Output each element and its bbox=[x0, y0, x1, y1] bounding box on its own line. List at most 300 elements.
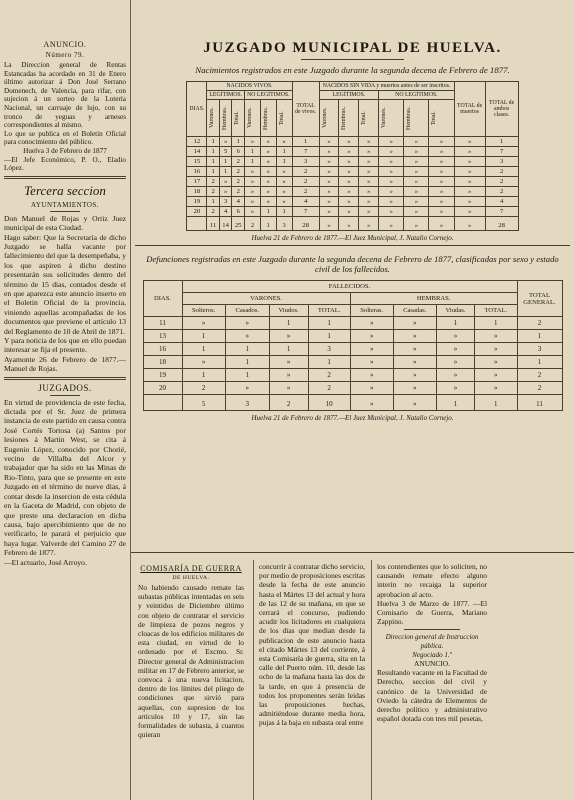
table-cell: 1 bbox=[436, 317, 474, 330]
table-cell: 1 bbox=[517, 356, 562, 369]
births-total-muertos-header: TOTAL de muertos bbox=[454, 82, 485, 137]
table-cell: 20 bbox=[187, 207, 207, 217]
total-cell: 1 bbox=[475, 395, 517, 411]
table-cell: » bbox=[429, 187, 454, 197]
table-cell: 6 bbox=[232, 207, 245, 217]
total-cell: 28 bbox=[292, 217, 319, 231]
deaths-viudos-header: Viudos. bbox=[269, 305, 308, 317]
total-cell: » bbox=[429, 217, 454, 231]
table-cell: » bbox=[260, 187, 276, 197]
table-cell: 11 bbox=[143, 317, 182, 330]
births-varones-header: Varones. bbox=[319, 100, 339, 137]
deaths-solteros-header: Solteros. bbox=[182, 305, 225, 317]
table-cell: » bbox=[350, 330, 393, 343]
table-cell: » bbox=[429, 157, 454, 167]
juzgados-sign: —El actuario, José Arroyo. bbox=[4, 557, 87, 567]
table-cell: » bbox=[359, 137, 379, 147]
table-cell: 2 bbox=[485, 187, 518, 197]
births-table-body bbox=[187, 137, 518, 231]
table-cell: » bbox=[319, 187, 339, 197]
table-cell: » bbox=[219, 177, 232, 187]
table-cell: » bbox=[276, 177, 292, 187]
births-hembras-header: Hembras. bbox=[404, 100, 429, 137]
table-cell: 14 bbox=[187, 147, 207, 157]
table-cell: 12 bbox=[187, 137, 207, 147]
deaths-total-header-2: TOTAL. bbox=[475, 305, 517, 317]
right-date: Huelva 3 de Marzo de 1877. —El Comisario de Guerra, Mariano Zappino. bbox=[377, 598, 487, 627]
table-cell: » bbox=[350, 317, 393, 330]
total-cell: 11 bbox=[207, 217, 219, 231]
table-cell: » bbox=[319, 167, 339, 177]
table-cell: » bbox=[339, 177, 359, 187]
table-cell: » bbox=[260, 167, 276, 177]
table-cell: » bbox=[429, 197, 454, 207]
table-cell: 1 bbox=[207, 137, 219, 147]
table-cell: 1 bbox=[225, 369, 269, 382]
table-cell: » bbox=[225, 330, 269, 343]
table-cell: 2 bbox=[232, 187, 245, 197]
divider bbox=[404, 629, 460, 630]
deaths-signature: Huelva 21 de Febrero de 1877.—El Juez Municipal, J. Natalio Cornejo. bbox=[251, 414, 454, 422]
table-cell: 4 bbox=[485, 197, 518, 207]
births-total-header: Total. bbox=[232, 100, 245, 137]
table-cell: » bbox=[454, 157, 485, 167]
table-cell: 2 bbox=[207, 207, 219, 217]
table-cell: » bbox=[219, 137, 232, 147]
column-separator bbox=[371, 560, 372, 800]
births-legitimos-header-2: LEGÍTIMOS. bbox=[319, 91, 379, 100]
table-cell: » bbox=[475, 382, 517, 395]
table-cell: » bbox=[379, 157, 404, 167]
total-cell bbox=[143, 395, 182, 411]
births-row bbox=[187, 177, 518, 187]
deaths-viudas-header: Viudas. bbox=[436, 305, 474, 317]
table-cell: 1 bbox=[292, 137, 319, 147]
births-varones-header: Varones. bbox=[245, 100, 261, 137]
total-cell: 14 bbox=[219, 217, 232, 231]
total-cell: 25 bbox=[232, 217, 245, 231]
table-cell: » bbox=[359, 147, 379, 157]
table-cell: » bbox=[245, 167, 261, 177]
table-cell: » bbox=[393, 382, 436, 395]
table-cell: 15 bbox=[187, 157, 207, 167]
deaths-row bbox=[143, 369, 562, 382]
table-cell: 1 bbox=[517, 330, 562, 343]
table-cell: 17 bbox=[187, 177, 207, 187]
births-no-legitimos-header: NO LEGÍTIMOS. bbox=[245, 91, 293, 100]
table-cell: » bbox=[225, 382, 269, 395]
table-cell: » bbox=[454, 147, 485, 157]
table-cell: 2 bbox=[207, 187, 219, 197]
table-cell: » bbox=[269, 356, 308, 369]
juzgados-text: En virtud de providencia de este fecha, dictada por el Sr. Juez de primera instancia de este partido en causa contra José Cortés Tortosa (a) Santos por lesiones á Martin West, se cita á Eugenio López, conocido por Chorié, vecino de Villalba del Alcor y trabajador que ha sido en las Minas de Rio-Tinto, para que se presente en este Juzgado en el término de nueve dias, á contar desde la insercion de esta cédula en la Gaceta de Madrid, con objeto de que preste una declaracion en dicha causa, bajo apercibimiento que de no verificarlo, le parará el perjuicio que haya lugar. Valverde del Camino 27 de Febrero de 1877. bbox=[4, 397, 126, 558]
table-cell: » bbox=[429, 177, 454, 187]
table-cell: » bbox=[276, 187, 292, 197]
table-cell: 6 bbox=[232, 147, 245, 157]
table-cell: » bbox=[350, 382, 393, 395]
table-cell: 19 bbox=[143, 369, 182, 382]
tercera-seccion-title: Tercera seccion bbox=[24, 182, 106, 198]
births-sin-vida-header: NACIDOS SIN VIDA y muertos antes de ser inscritos. bbox=[319, 82, 454, 91]
table-cell: » bbox=[379, 197, 404, 207]
births-varones-header: Varones. bbox=[207, 100, 219, 137]
table-cell: 1 bbox=[475, 317, 517, 330]
deaths-row bbox=[143, 343, 562, 356]
table-cell: » bbox=[404, 137, 429, 147]
table-cell: 7 bbox=[292, 207, 319, 217]
total-cell: 11 bbox=[517, 395, 562, 411]
table-cell: » bbox=[475, 343, 517, 356]
table-cell: 1 bbox=[207, 157, 219, 167]
table-cell: » bbox=[339, 137, 359, 147]
right-column bbox=[374, 562, 490, 723]
births-signature: Huelva 21 de Febrero de 1877.—El Juez Municipal, J. Natalio Cornejo. bbox=[251, 234, 454, 242]
births-hembras-header: Hembras. bbox=[260, 100, 276, 137]
table-cell: » bbox=[350, 356, 393, 369]
table-cell: » bbox=[260, 137, 276, 147]
table-cell: » bbox=[339, 207, 359, 217]
juzgados-title: JUZGADOS. bbox=[38, 382, 92, 393]
births-total-header: Total. bbox=[429, 100, 454, 137]
births-hembras-header: Hembras. bbox=[339, 100, 359, 137]
table-cell: 2 bbox=[232, 157, 245, 167]
total-cell: » bbox=[454, 217, 485, 231]
births-total-header: Total. bbox=[276, 100, 292, 137]
table-cell: » bbox=[404, 177, 429, 187]
table-cell: » bbox=[436, 369, 474, 382]
deaths-row bbox=[143, 330, 562, 343]
births-vivos-header: NACIDOS VIVOS. bbox=[207, 82, 292, 91]
table-cell: » bbox=[475, 356, 517, 369]
deaths-row bbox=[143, 317, 562, 330]
comisaria-subtitle: DE HUELVA. bbox=[172, 575, 210, 581]
table-cell: » bbox=[429, 137, 454, 147]
table-cell: » bbox=[393, 343, 436, 356]
table-cell: » bbox=[393, 356, 436, 369]
table-cell: » bbox=[269, 382, 308, 395]
table-cell: » bbox=[182, 356, 225, 369]
table-cell: 1 bbox=[308, 317, 350, 330]
table-cell: 18 bbox=[187, 187, 207, 197]
table-cell: » bbox=[319, 207, 339, 217]
total-cell: » bbox=[319, 217, 339, 231]
table-cell: » bbox=[393, 317, 436, 330]
table-cell: » bbox=[454, 167, 485, 177]
table-cell: » bbox=[276, 167, 292, 177]
table-cell: » bbox=[379, 177, 404, 187]
right-text-2: Resultando vacante en la Facultad de Derecho, seccion del civil y canónico de la Universidad de Oviedo la cátedra de Elementos de derecho político y administrativo español dotada con tres mil pesetas, bbox=[377, 668, 487, 724]
table-cell: » bbox=[475, 330, 517, 343]
births-no-legitimos-header-2: NO LEGÍTIMOS. bbox=[379, 91, 454, 100]
total-cell: » bbox=[404, 217, 429, 231]
table-cell: » bbox=[359, 167, 379, 177]
table-cell: 3 bbox=[517, 343, 562, 356]
total-cell: 3 bbox=[225, 395, 269, 411]
table-cell: » bbox=[379, 137, 404, 147]
table-cell: 4 bbox=[232, 197, 245, 207]
table-cell: 13 bbox=[143, 330, 182, 343]
table-cell: 1 bbox=[219, 157, 232, 167]
comisaria-column bbox=[135, 560, 247, 739]
total-cell bbox=[187, 217, 207, 231]
table-cell: 3 bbox=[219, 197, 232, 207]
births-hembras-header: Hembras. bbox=[219, 100, 232, 137]
table-cell: 1 bbox=[207, 197, 219, 207]
middle-text: concurrir á contratar dicho servicio, por medio de proposiciones escritas desde la fecha de este anuncio hasta el Mártes 13 del actual y hora de las 12 de su mañana, en que se cerrará el concurso, pudiendo acudir los licitadores en cualquiera de los dias que median desde la publicacion de este anuncio hasta el citado Mártes 13 del corriente, á esta Comisaría de guerra, sita en la calle del Puerto núm. 10, desde las ocho de la mañana hasta las dos de la tarde, en que á presencia de todos los proponentes serán leidas las proposiciones hechas, admitiéndose durante media hora, pujas á la baja en subasta oral entre bbox=[259, 562, 365, 728]
table-cell: » bbox=[379, 147, 404, 157]
deaths-row bbox=[143, 382, 562, 395]
table-cell: » bbox=[260, 147, 276, 157]
table-cell: » bbox=[225, 317, 269, 330]
table-cell: 1 bbox=[232, 137, 245, 147]
births-row bbox=[187, 157, 518, 167]
table-cell: 2 bbox=[292, 167, 319, 177]
births-row bbox=[187, 137, 518, 147]
deaths-casados-header: Casados. bbox=[225, 305, 269, 317]
table-cell: 3 bbox=[485, 157, 518, 167]
table-cell: » bbox=[319, 147, 339, 157]
table-cell: » bbox=[350, 369, 393, 382]
table-cell: 16 bbox=[187, 167, 207, 177]
table-cell: 4 bbox=[292, 197, 319, 207]
table-cell: 2 bbox=[485, 167, 518, 177]
table-cell: 1 bbox=[269, 343, 308, 356]
table-cell: » bbox=[429, 167, 454, 177]
table-cell: 1 bbox=[245, 157, 261, 167]
table-cell: 1 bbox=[485, 137, 518, 147]
table-cell: » bbox=[245, 177, 261, 187]
table-cell: 1 bbox=[269, 317, 308, 330]
table-cell: 1 bbox=[182, 330, 225, 343]
table-cell: 5 bbox=[219, 147, 232, 157]
deaths-casadas-header: Casadas. bbox=[393, 305, 436, 317]
anuncio-date: Huelva 3 de Febrero de 1877 bbox=[23, 146, 107, 155]
total-cell: » bbox=[359, 217, 379, 231]
table-cell: 2 bbox=[517, 369, 562, 382]
births-row bbox=[187, 197, 518, 207]
table-cell: 1 bbox=[225, 356, 269, 369]
total-cell: 10 bbox=[308, 395, 350, 411]
births-varones-header: Varones. bbox=[379, 100, 404, 137]
table-cell: » bbox=[319, 197, 339, 207]
births-dias-header: DIAS. bbox=[187, 82, 207, 137]
table-cell: » bbox=[245, 207, 261, 217]
table-cell: 1 bbox=[260, 207, 276, 217]
total-cell: 3 bbox=[276, 217, 292, 231]
table-cell: 2 bbox=[232, 167, 245, 177]
left-column bbox=[0, 0, 131, 800]
ayuntamiento-date: Ayamonte 26 de Febrero de 1877.—Manuel de Rojas. bbox=[4, 354, 126, 374]
table-cell: » bbox=[339, 197, 359, 207]
table-cell: » bbox=[339, 167, 359, 177]
table-cell: » bbox=[350, 343, 393, 356]
table-cell: 2 bbox=[485, 177, 518, 187]
births-row bbox=[187, 167, 518, 177]
comisaria-title: COMISARÍA DE GUERRA bbox=[140, 564, 242, 573]
births-total-ambos-header: TOTAL de ambos clases. bbox=[485, 82, 518, 137]
deaths-subtitle: Defunciones registradas en este Juzgado durante la segunda decena de Febrero de 1877, clasificadas por sexo y estado civil de los fallecidos. bbox=[146, 254, 559, 274]
table-cell: » bbox=[454, 177, 485, 187]
table-cell: » bbox=[339, 187, 359, 197]
births-subtitle: Nacimientos registrados en este Juzgado durante la segunda decena de Febrero de 1877. bbox=[195, 65, 510, 75]
ayuntamiento-text-2: Hago saber: Que la Secretaría de dicho Juzgado se halla vacante por fallecimiento del que la desempeñaba, y los que aspiren á dicho destino presentarán sus solicitudes dentro del término de 15 dias, contados desde el en que aparezca este anuncio inserto en el Boletin Oficial de la provincia, viniendo aquellas acompañadas de los documentos que previene el artículo 13 del Reglamento de 10 de Abril de 1871. bbox=[4, 232, 126, 336]
table-cell: 1 bbox=[182, 343, 225, 356]
table-cell: » bbox=[319, 157, 339, 167]
total-cell: » bbox=[350, 395, 393, 411]
ayuntamiento-text: Don Manuel de Rojas y Ortiz Juez municipal de esta Ciudad. bbox=[4, 213, 126, 233]
table-cell: » bbox=[260, 197, 276, 207]
deaths-fallecidos-header: FALLECIDOS. bbox=[182, 281, 517, 293]
table-cell: 18 bbox=[143, 356, 182, 369]
total-cell: » bbox=[379, 217, 404, 231]
deaths-table-body bbox=[143, 317, 562, 411]
table-cell: » bbox=[269, 369, 308, 382]
table-cell: 1 bbox=[276, 157, 292, 167]
births-row bbox=[187, 187, 518, 197]
ayuntamiento-text-3: Y para noticia de los que en ello puedan interesar se fija el presente. bbox=[4, 336, 126, 355]
table-cell: 3 bbox=[292, 157, 319, 167]
table-cell: » bbox=[182, 317, 225, 330]
table-cell: » bbox=[245, 137, 261, 147]
table-cell: » bbox=[404, 197, 429, 207]
total-cell: 1 bbox=[436, 395, 474, 411]
table-cell: » bbox=[260, 157, 276, 167]
table-cell: » bbox=[245, 187, 261, 197]
total-row bbox=[143, 395, 562, 411]
births-row bbox=[187, 207, 518, 217]
table-cell: » bbox=[404, 187, 429, 197]
table-cell: » bbox=[276, 137, 292, 147]
total-cell: 1 bbox=[260, 217, 276, 231]
table-cell: 2 bbox=[182, 382, 225, 395]
deaths-total-general-header: TOTAL GENERAL. bbox=[517, 281, 562, 317]
births-total-vivos-header: TOTAL de vivos. bbox=[292, 82, 319, 137]
table-cell: 1 bbox=[219, 167, 232, 177]
table-cell: » bbox=[359, 177, 379, 187]
table-cell: » bbox=[436, 343, 474, 356]
table-cell: 1 bbox=[308, 330, 350, 343]
divider bbox=[50, 395, 80, 396]
table-cell: » bbox=[379, 167, 404, 177]
births-total-header: Total. bbox=[359, 100, 379, 137]
table-cell: 1 bbox=[182, 369, 225, 382]
table-cell: 1 bbox=[207, 167, 219, 177]
table-cell: 2 bbox=[207, 177, 219, 187]
table-cell: 1 bbox=[245, 147, 261, 157]
table-cell: » bbox=[219, 187, 232, 197]
table-cell: » bbox=[339, 147, 359, 157]
page-title: JUZGADO MUNICIPAL DE HUELVA. bbox=[203, 40, 502, 56]
table-cell: » bbox=[404, 147, 429, 157]
total-cell: » bbox=[393, 395, 436, 411]
divider bbox=[135, 245, 570, 246]
right-text: los contendientes que lo soliciten, no causando remate efecto alguno interin no recaiga la superior aprobacion al acto. bbox=[377, 562, 487, 599]
table-cell: » bbox=[359, 197, 379, 207]
table-cell: » bbox=[429, 207, 454, 217]
table-cell: 1 bbox=[225, 343, 269, 356]
deaths-dias-header: DIAS. bbox=[143, 281, 182, 317]
table-cell: 19 bbox=[187, 197, 207, 207]
anuncio-title: ANUNCIO. bbox=[43, 40, 87, 49]
table-cell: 3 bbox=[308, 343, 350, 356]
table-cell: 2 bbox=[308, 369, 350, 382]
table-cell: 1 bbox=[276, 207, 292, 217]
table-cell: 1 bbox=[308, 356, 350, 369]
table-cell: » bbox=[454, 197, 485, 207]
table-cell: » bbox=[276, 197, 292, 207]
divider bbox=[4, 377, 126, 380]
total-row bbox=[187, 217, 518, 231]
table-cell: » bbox=[319, 177, 339, 187]
table-cell: » bbox=[404, 157, 429, 167]
table-cell: » bbox=[379, 187, 404, 197]
divider bbox=[131, 552, 574, 553]
total-cell: 28 bbox=[485, 217, 518, 231]
table-cell: » bbox=[475, 369, 517, 382]
table-cell: » bbox=[393, 369, 436, 382]
table-cell: » bbox=[436, 382, 474, 395]
table-cell: 2 bbox=[517, 382, 562, 395]
table-cell: 2 bbox=[292, 177, 319, 187]
table-cell: » bbox=[359, 157, 379, 167]
right-direccion: Direccion general de Instruccion pública. bbox=[385, 633, 479, 651]
table-cell: 2 bbox=[308, 382, 350, 395]
table-cell: 1 bbox=[276, 147, 292, 157]
table-cell: » bbox=[454, 207, 485, 217]
table-cell: 7 bbox=[292, 147, 319, 157]
births-legitimos-header: LEGÍTIMOS. bbox=[207, 91, 245, 100]
table-cell: » bbox=[260, 177, 276, 187]
table-cell: » bbox=[393, 330, 436, 343]
table-cell: » bbox=[436, 356, 474, 369]
anuncio-number: Número 79. bbox=[45, 51, 85, 59]
table-cell: » bbox=[404, 167, 429, 177]
anuncio-sign: —El Jefe Económico, P. O., Eladio López. bbox=[4, 155, 126, 173]
right-negociado: Negociado 1.º bbox=[412, 651, 452, 660]
births-row bbox=[187, 147, 518, 157]
deaths-varones-header: VARONES. bbox=[182, 293, 350, 305]
total-cell: 2 bbox=[245, 217, 261, 231]
table-cell: » bbox=[319, 137, 339, 147]
deaths-table bbox=[143, 280, 563, 411]
table-cell: » bbox=[454, 187, 485, 197]
table-cell: 20 bbox=[143, 382, 182, 395]
table-cell: » bbox=[359, 207, 379, 217]
total-cell: 2 bbox=[269, 395, 308, 411]
table-cell: » bbox=[429, 147, 454, 157]
table-cell: » bbox=[339, 157, 359, 167]
table-cell: 16 bbox=[143, 343, 182, 356]
table-cell: 2 bbox=[517, 317, 562, 330]
deaths-solteras-header: Solteras. bbox=[350, 305, 393, 317]
deaths-total-header: TOTAL. bbox=[308, 305, 350, 317]
comisaria-text: No habiendo causado remate las subastas públicas intentadas en seis y veintidos de Diciembre último con objeto de contratar el servicio de limpieza de pozos negros y cloacas de los edificios militares de esta ciudad, en virtud de lo ordenado por el Excmo. Sr. Director general de Administracion militar en 17 de Febrero anterior, se convoca á una nueva licitacion, dentro de los límites del pliego de condiciones que sirvió para aquellas, con supresion de los artículos 10 y 17, sin las formalidades de subasta, á cuantos quieran bbox=[138, 583, 244, 740]
table-cell: » bbox=[379, 207, 404, 217]
table-cell: » bbox=[454, 137, 485, 147]
column-separator bbox=[253, 560, 254, 800]
table-cell: 2 bbox=[232, 177, 245, 187]
table-cell: 2 bbox=[292, 187, 319, 197]
table-cell: » bbox=[245, 197, 261, 207]
deaths-row bbox=[143, 356, 562, 369]
divider bbox=[50, 211, 80, 212]
middle-column bbox=[256, 562, 368, 728]
table-cell: » bbox=[359, 187, 379, 197]
table-cell: » bbox=[436, 330, 474, 343]
divider bbox=[4, 176, 126, 179]
deaths-hembras-header: HEMBRAS. bbox=[350, 293, 517, 305]
divider bbox=[301, 59, 404, 60]
